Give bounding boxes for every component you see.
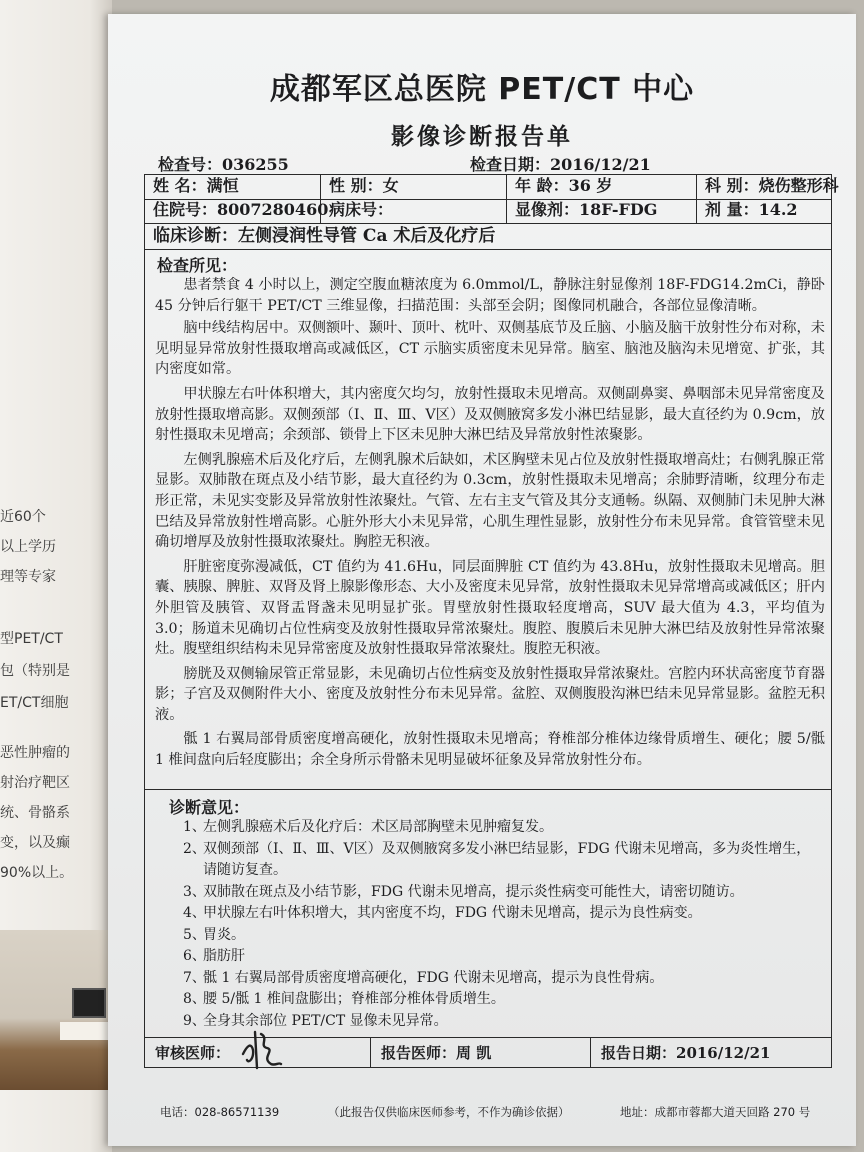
exam-date-label: 检查日期： [470,155,551,174]
reporter: 报告医师：周 凯 [371,1038,591,1068]
impression-text: 脂肪肝 [203,948,245,964]
impression-item [183,839,823,882]
patient-age: 年 龄：36 岁 [507,175,697,199]
impression-list [183,817,823,1032]
impression-item [183,989,823,1011]
impression-number: 7、 [183,969,206,986]
patient-sex: 性 别：女 [321,175,507,199]
patient-name: 姓 名：满恒 [145,175,321,199]
exam-number-value: 036255 [222,155,289,174]
exam-number-label: 检查号： [158,155,223,174]
brochure-line: 90%以上。 [0,865,74,881]
footer-note: （此报告仅供临床医师参考，不作为确诊依据） [328,1105,570,1119]
impression-number: 8、 [183,991,206,1007]
impression-item [183,968,823,990]
impression-item [183,903,823,925]
finding-para-6: 膀胱及双侧输尿管正常显影，未见确切占位性病变及放射性摄取异常浓聚灶。宫腔内环状高密度节育器影；子宫及双侧附件大小、密度及放射性分布未见异常。盆腔、双侧腹股沟淋巴结未见异常显影。盆腔无积液。 [155,665,825,723]
impression-text: 双侧颈部（Ⅰ、Ⅱ、Ⅲ、Ⅴ区）及双侧腋窝多发小淋巴结显影，FDG 代谢未见增高，多为炎性增生，请随访复查。 [203,840,811,878]
brochure-line: 理等专家 [0,569,56,585]
brochure-line: 变，以及癫 [0,835,70,851]
finding-para-4: 左侧乳腺癌术后及化疗后，左侧乳腺术后缺如，术区胸壁未见占位及放射性摄取增高灶；右侧乳腺正常显影。双肺散在斑点及小结节影，最大直径约为 0.3cm，放射性摄取未见增高；余肺野清晰，纹理分布走形正常，未见实变影及异常放射性浓聚灶。气管、左右主支气管及其分支通畅。纵隔、双侧肺门未见肿大淋巴结及异常放射性增高影。心脏外形大小未见异常，心肌生理性显影，放射性分布未见异常。食管管壁未见确切增厚及放射性摄取浓聚灶。胸腔无积液。 [155,451,825,551]
report-form [144,174,839,1068]
impression-heading: 诊断意见： [169,798,250,817]
impression-text: 骶 1 右翼局部骨质密度增高硬化，FDG 代谢未见增高，提示为良性骨病。 [203,969,664,986]
hospital-title: 成都军区总医院 PET/CT 中心 [269,72,695,107]
tv-image [72,988,106,1018]
impression-item [183,946,823,968]
impression-number: 6、 [183,948,206,964]
tracer: 显像剂：18F-FDG [507,199,697,223]
brochure-line: 包（特别是 [0,663,70,679]
footer-phone: 电话：028-86571139 [160,1105,280,1119]
report-page [108,14,856,1146]
report-date: 报告日期：2016/12/21 [601,1044,771,1062]
finding-para-2: 脑中线结构居中。双侧额叶、颞叶、顶叶、枕叶、双侧基底节及丘脑、小脑及脑干放射性分布对称，未见明显异常放射性摄取增高或减低区，CT 示脑实质密度未见异常。脑室、脑池及脑沟未见增宽、扩张，其内密度如常。 [155,320,825,378]
impression-text: 左侧乳腺癌术后及化疗后：术区局部胸壁未见肿瘤复发。 [203,819,553,835]
finding-para-1: 患者禁食 4 小时以上，测定空腹血糖浓度为 6.0mmol/L，静脉注射显像剂 18F-FDG14.2mCi，静卧 45 分钟后行躯干 PET/CT 三维显像，扫描范围：头部至会阴；图像同机融合，各部位显像清晰。 [155,277,825,314]
impression-text: 甲状腺左右叶体积增大，其内密度不均，FDG 代谢未见增高，提示为良性病变。 [203,905,702,921]
brochure-line: 射治疗靶区 [0,775,70,791]
impression-number: 1、 [183,819,206,835]
finding-para-5: 肝脏密度弥漫减低，CT 值约为 41.6Hu，同层面脾脏 CT 值约为 43.8Hu，放射性摄取未见增高。胆囊、胰腺、脾脏、双肾及肾上腺影像形态、大小及密度未见异常，放射性摄取未见异常增高或减低区；肝内外胆管及胰管、双肾盂肾盏未见明显扩张。胃壁放射性摄取轻度增高，SUV 最大值为 4.3，平均值为 3.0；肠道未见确切占位性病变及放射性摄取异常浓聚灶。腹腔、腹膜后未见肿大淋巴结及放射性异常浓聚灶。腹壁组织结构未见异常密度及放射性摄取异常浓聚灶。腹腔无积液。 [155,558,825,658]
patient-row-2 [145,199,831,224]
clinical-diagnosis-value: 左侧浸润性导管 Ca 术后及化疗后 [238,226,496,246]
findings-body [155,275,825,775]
impression-item [183,925,823,947]
background-brochure [0,0,112,1152]
impression-number: 4、 [183,905,206,921]
impression-number: 9、 [183,1012,206,1029]
brochure-line: 型PET/CT [0,631,63,647]
exam-date-value: 2016/12/21 [550,155,651,174]
impression-number: 3、 [183,883,206,900]
reviewer [145,1038,371,1068]
impression-text: 双肺散在斑点及小结节影，FDG 代谢未见增高，提示炎性病变可能性大，请密切随访。 [203,883,744,900]
impression-item [183,882,823,904]
clinical-diagnosis [153,223,495,249]
impression-text: 全身其余部位 PET/CT 显像未见异常。 [203,1012,448,1029]
patient-row-1 [145,175,839,200]
findings-heading: 检查所见： [157,256,238,275]
signoff-row [145,1037,831,1068]
brochure-line: 统、骨骼系 [0,805,70,821]
finding-para-7: 骶 1 右翼局部骨质密度增高硬化，放射性摄取未见增高；脊椎部分椎体边缘骨质增生、硬化；腰 5/骶 1 椎间盘向后轻度膨出；余全身所示骨骼未见明显破坏征象及异常放射性分布。 [155,731,825,769]
impression-number: 5、 [183,926,206,943]
impression-text: 腰 5/骶 1 椎间盘膨出；脊椎部分椎体骨质增生。 [203,991,505,1007]
exam-number [158,152,289,175]
report-title: 影像诊断报告单 [391,124,573,150]
reviewer-label: 审核医师： [155,1044,231,1062]
impression-number: 2、 [183,840,206,857]
clinical-diagnosis-row [145,223,831,250]
dose: 剂 量：14.2 [705,200,798,219]
footer-address: 地址：成都市蓉都大道天回路 270 号 [620,1105,811,1119]
impression-item [183,817,823,839]
brochure-line: 以上学历 [0,539,56,555]
brochure-line: 近60个 [0,509,46,525]
brochure-line: ET/CT细胞 [0,695,69,711]
reviewer-signature [235,1024,285,1074]
brochure-photo [0,930,110,1090]
impression-text: 胃炎。 [203,926,245,943]
inpatient-number: 住院号：8007280460 [145,199,321,223]
brochure-line: 恶性肿瘤的 [0,745,70,761]
patient-department: 科 别：烧伤整形科 [705,176,839,195]
bed-number: 病床号： [321,199,507,223]
exam-date [470,152,651,175]
impression-divider [145,789,831,790]
tv-stand-image [60,1022,108,1040]
finding-para-3: 甲状腺左右叶体积增大，其内密度欠均匀，放射性摄取未见增高。双侧副鼻窦、鼻咽部未见异常密度及放射性摄取增高影。双侧颈部（Ⅰ、Ⅱ、Ⅲ、Ⅴ区）及双侧腋窝多发小淋巴结显影，最大直径约为 0.9cm，放射性摄取未见增高；余颈部、锁骨上下区未见肿大淋巴结及异常放射性浓聚影。 [155,385,825,444]
clinical-diagnosis-label: 临床诊断： [153,226,238,246]
